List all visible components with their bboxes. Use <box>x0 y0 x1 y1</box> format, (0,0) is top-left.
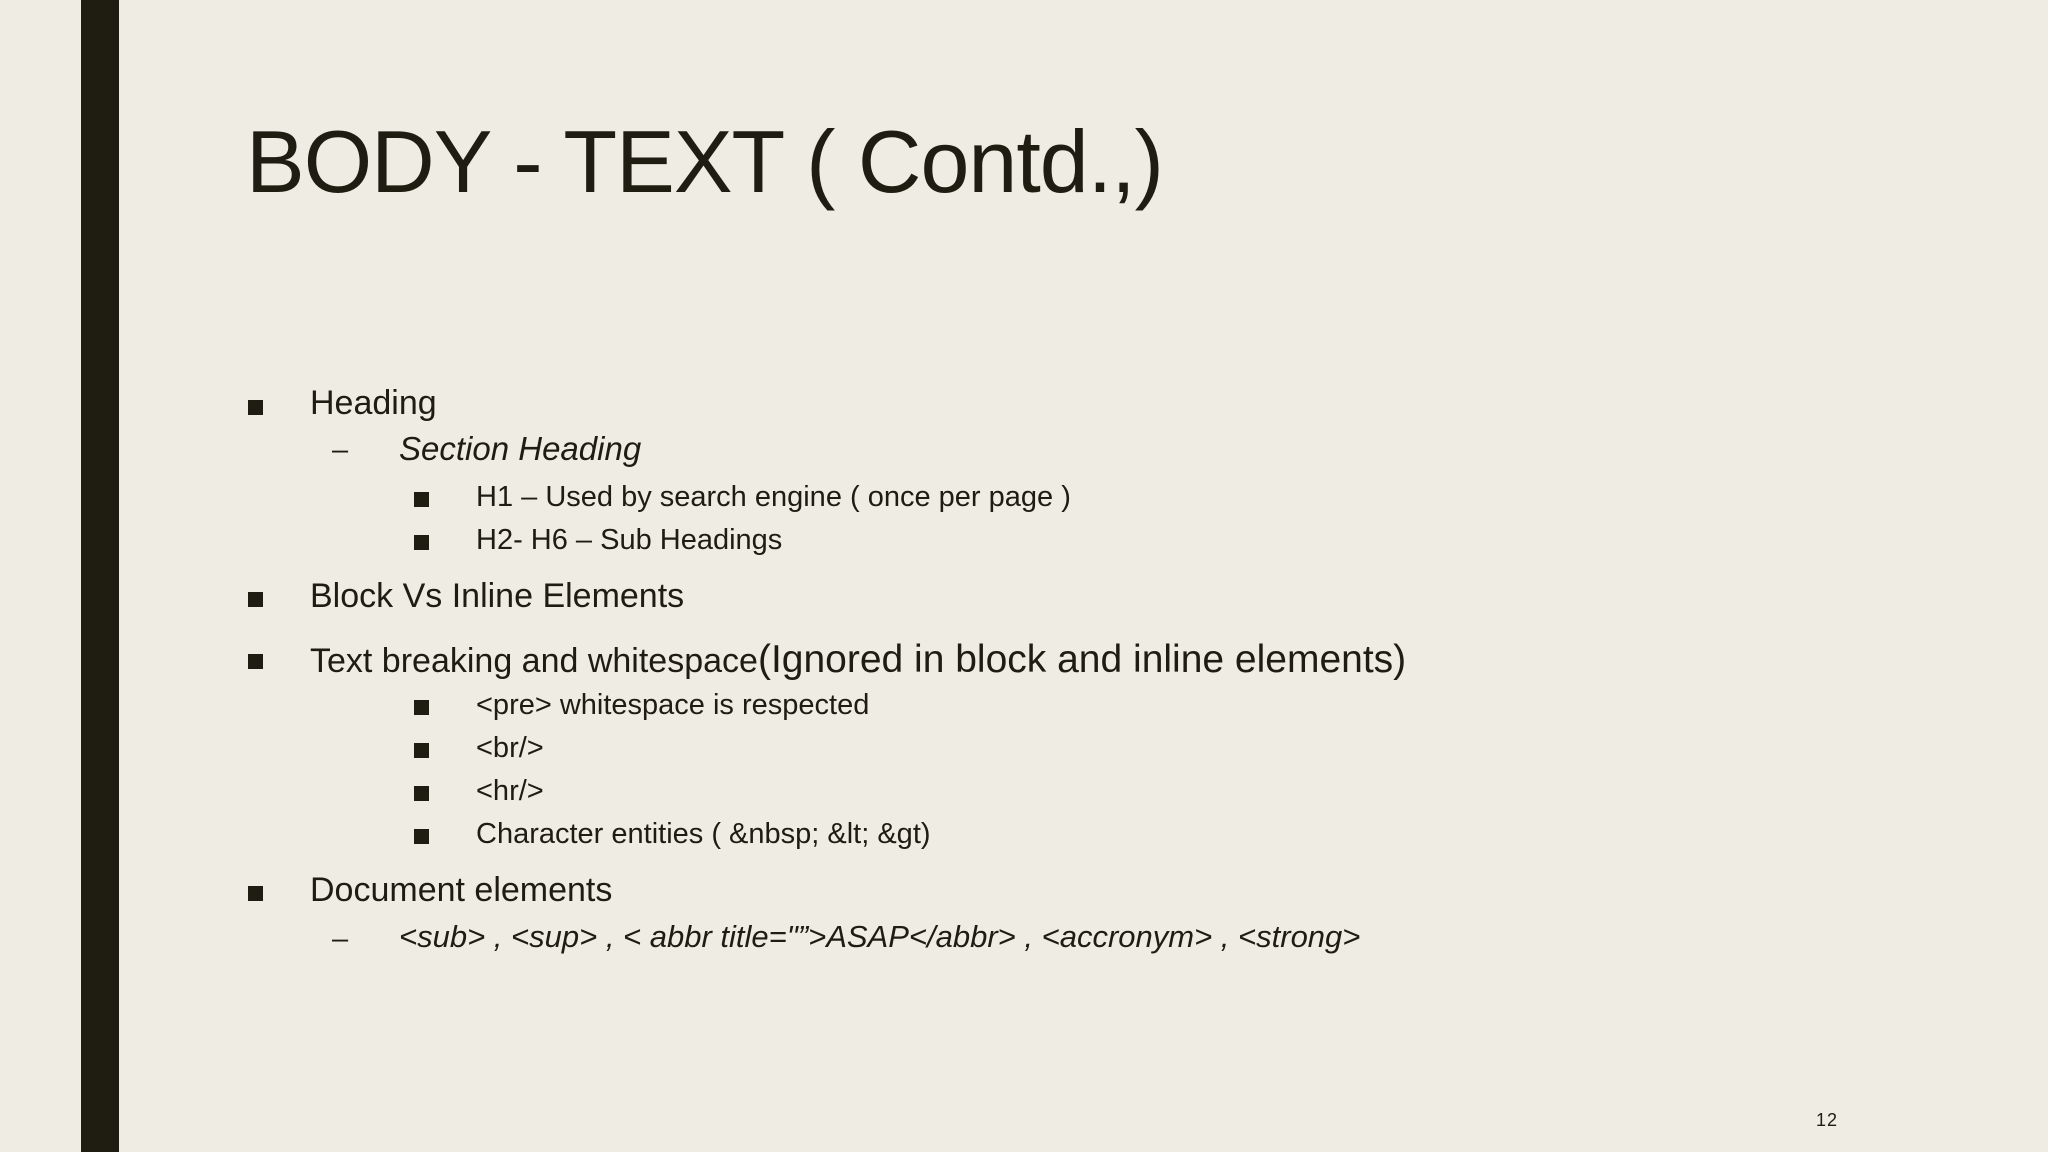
list-item-text: <hr/> <box>476 775 544 807</box>
page-number: 12 <box>1816 1110 1839 1130</box>
list-item-text: Character entities ( &nbsp; &lt; &gt) <box>476 818 931 850</box>
list-item-text: Section Heading <box>399 430 642 467</box>
dash-bullet-icon: – <box>332 434 349 466</box>
list-item-text: H1 – Used by search engine ( once per page ) <box>476 481 1071 513</box>
list-item-text: Block Vs Inline Elements <box>310 577 685 615</box>
list-item-text: H2- H6 – Sub Headings <box>476 524 783 556</box>
square-bullet-icon <box>414 786 429 801</box>
list-item-text: <sub> , <sup> , < abbr title="”>ASAP</abbr> , <accronym> , <strong> <box>399 919 1361 954</box>
square-bullet-icon <box>414 743 429 758</box>
square-bullet-icon <box>414 700 429 715</box>
accent-bar <box>81 0 119 1152</box>
square-bullet-icon <box>248 654 263 669</box>
dash-bullet-icon: – <box>332 923 349 955</box>
list-item-text <box>310 640 1406 679</box>
square-bullet-icon <box>414 535 429 550</box>
list-item-text-large: (Ignored in block and inline elements) <box>757 638 1407 681</box>
list-item-text: <br/> <box>476 732 544 764</box>
list-item-text: Heading <box>310 384 437 422</box>
square-bullet-icon <box>248 886 263 901</box>
square-bullet-icon <box>248 400 263 415</box>
list-item-text: Document elements <box>310 871 613 909</box>
square-bullet-icon <box>248 592 263 607</box>
square-bullet-icon <box>414 829 429 844</box>
list-item-text: <pre> whitespace is respected <box>476 689 870 721</box>
slide-title: BODY - TEXT ( Contd.,) <box>246 112 1163 211</box>
square-bullet-icon <box>414 492 429 507</box>
list-item-text-main: Text breaking and whitespace <box>310 642 758 680</box>
